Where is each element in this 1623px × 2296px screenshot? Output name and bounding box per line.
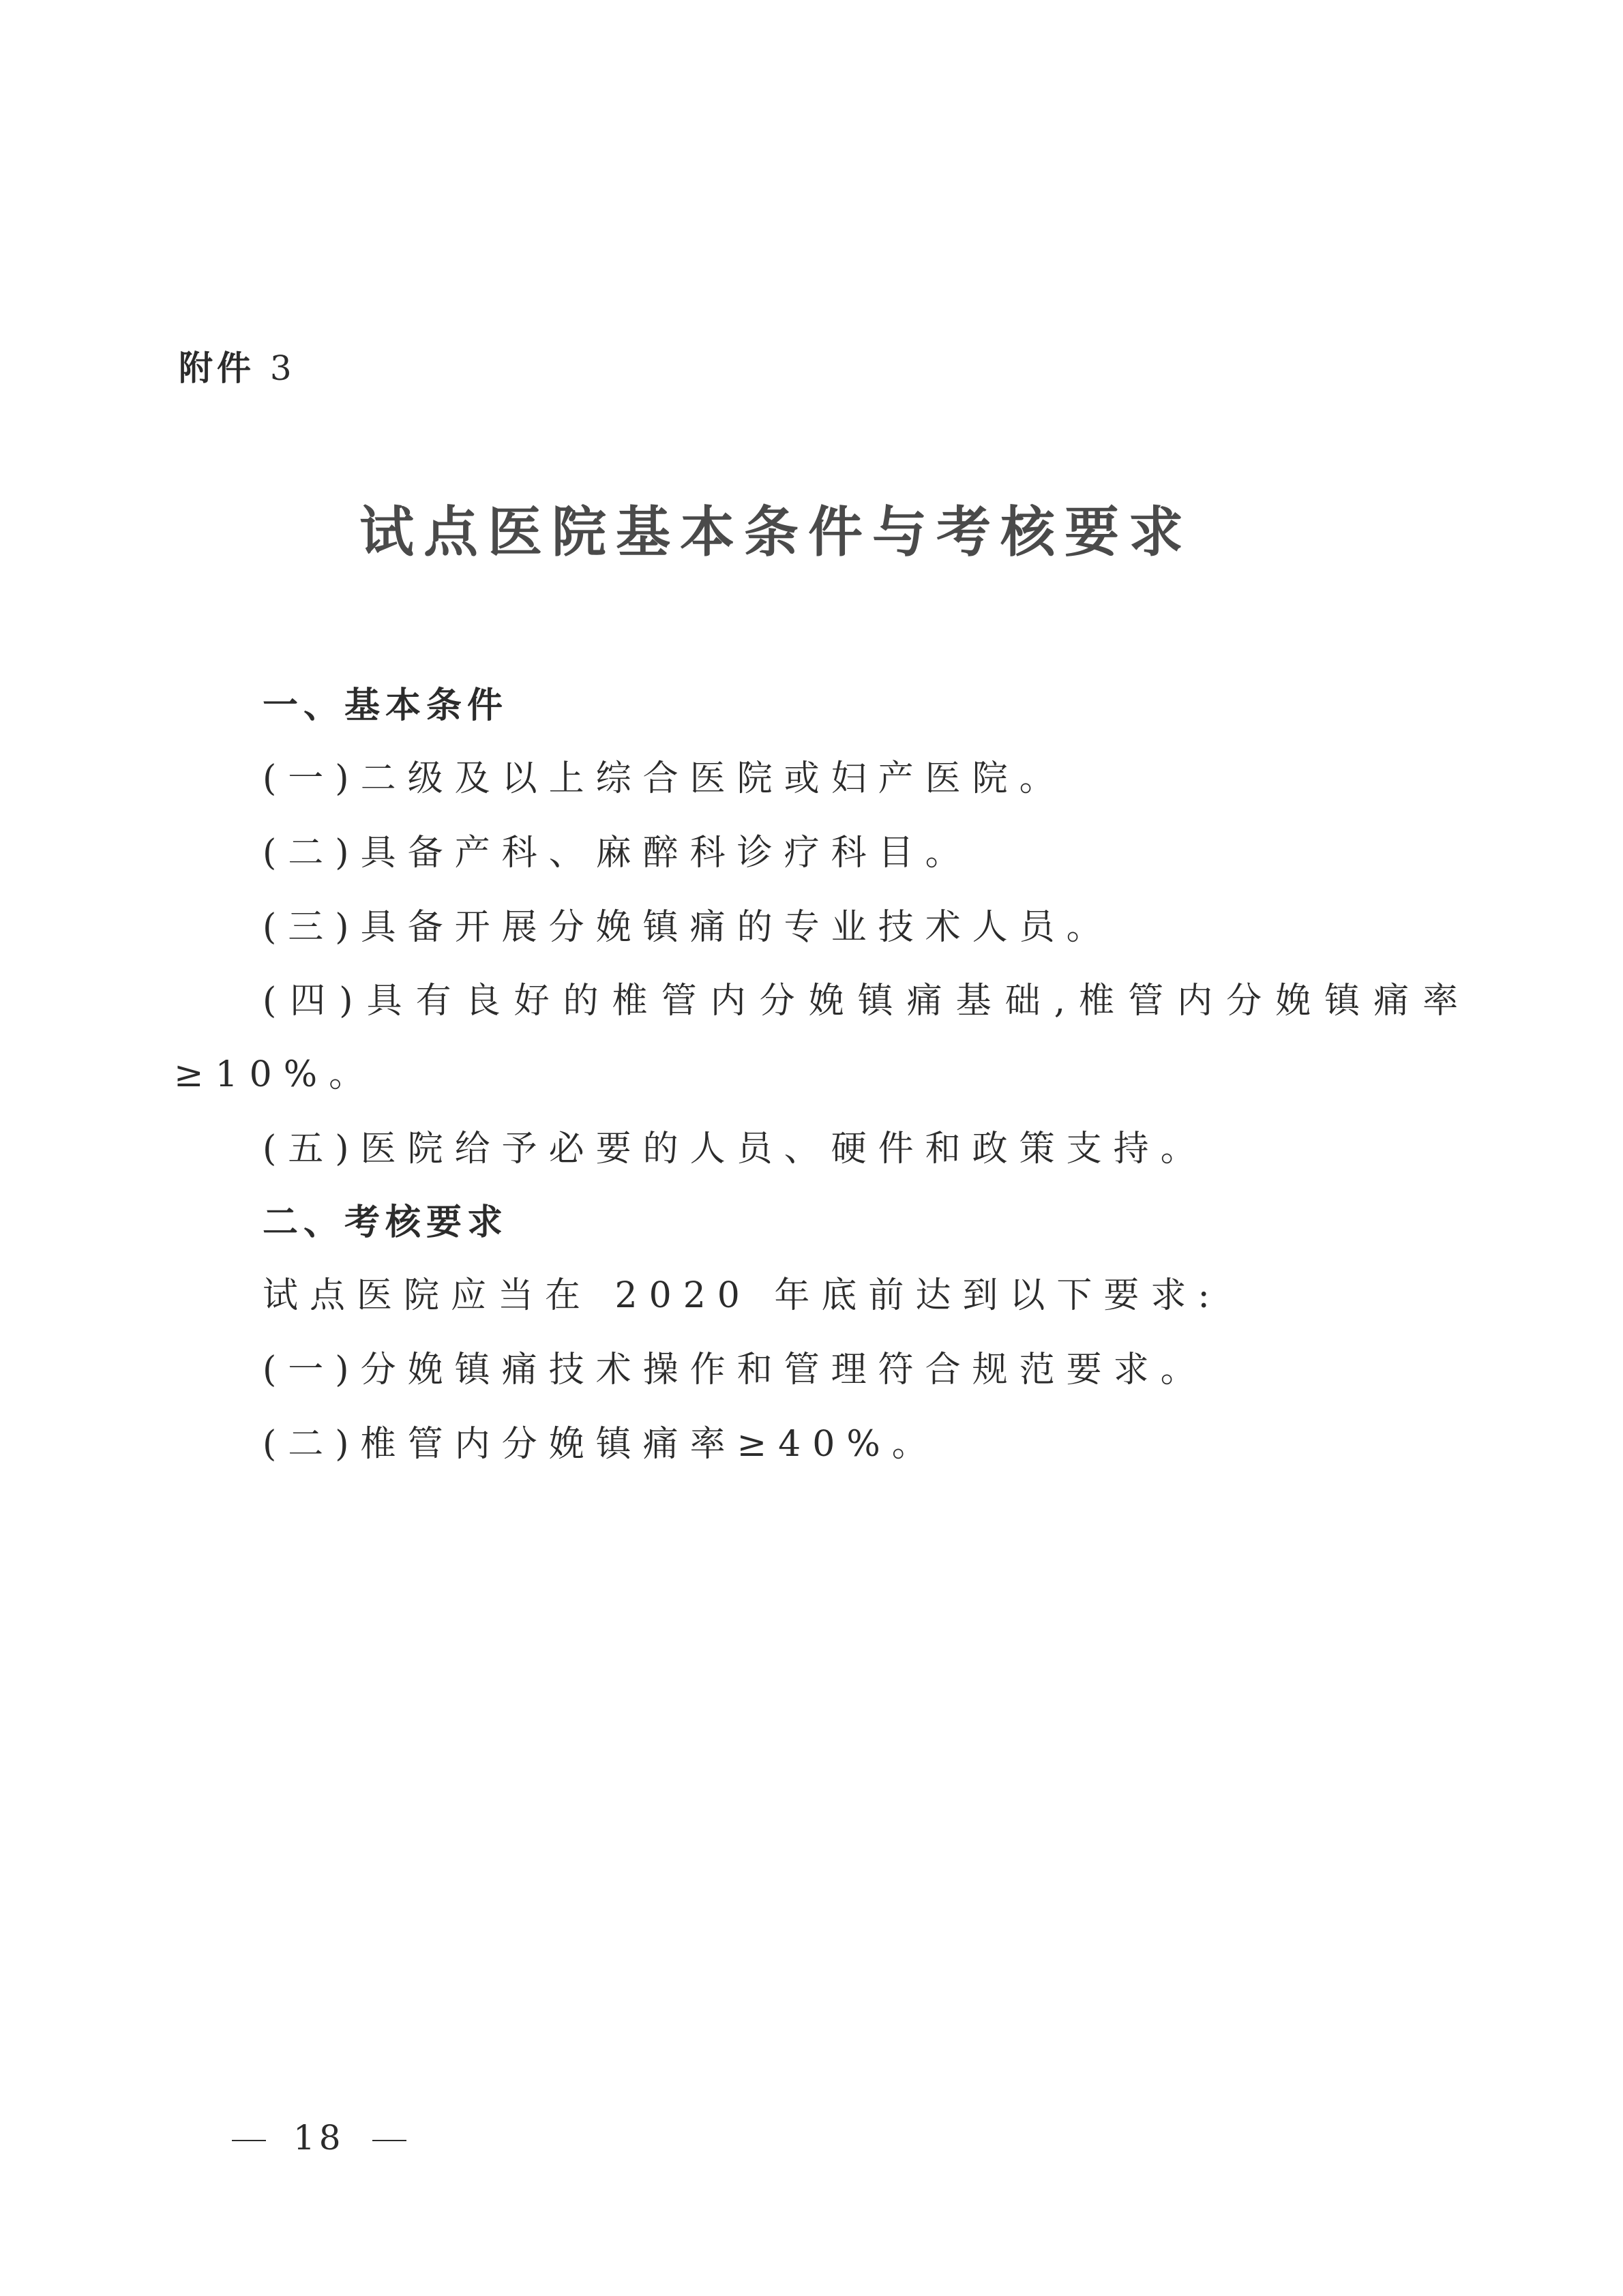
section-heading-assessment: 二、考核要求 xyxy=(263,1202,509,1243)
assessment-item-2: (二)椎管内分娩镇痛率≥40%。 xyxy=(263,1424,939,1465)
document-title: 试点医院基本条件与考核要求 xyxy=(359,500,1193,564)
attachment-number: 3 xyxy=(269,348,296,388)
section-heading-basic-conditions: 一、基本条件 xyxy=(263,685,509,726)
condition-item-4-continued: ≥10%。 xyxy=(174,1054,376,1095)
condition-item-3: (三)具备开展分娩镇痛的专业技术人员。 xyxy=(263,907,1114,948)
condition-item-4: (四)具有良好的椎管内分娩镇痛基础,椎管内分娩镇痛率 xyxy=(263,981,1472,1022)
page-footer xyxy=(205,2111,434,2165)
attachment-text: 附件 xyxy=(179,348,255,388)
condition-item-1: (一)二级及以上综合医院或妇产医院。 xyxy=(263,758,1067,799)
page-number: 18 xyxy=(293,2118,345,2158)
footer-dash-right xyxy=(372,2140,406,2141)
condition-item-2: (二)具备产科、麻醉科诊疗科目。 xyxy=(263,833,972,874)
footer-dash-left xyxy=(232,2140,266,2141)
assessment-item-1: (一)分娩镇痛技术操作和管理符合规范要求。 xyxy=(263,1350,1208,1390)
attachment-label xyxy=(179,341,296,396)
condition-item-5: (五)医院给予必要的人员、硬件和政策支持。 xyxy=(263,1129,1208,1169)
assessment-intro: 试点医院应当在 2020 年底前达到以下要求: xyxy=(263,1275,1221,1316)
